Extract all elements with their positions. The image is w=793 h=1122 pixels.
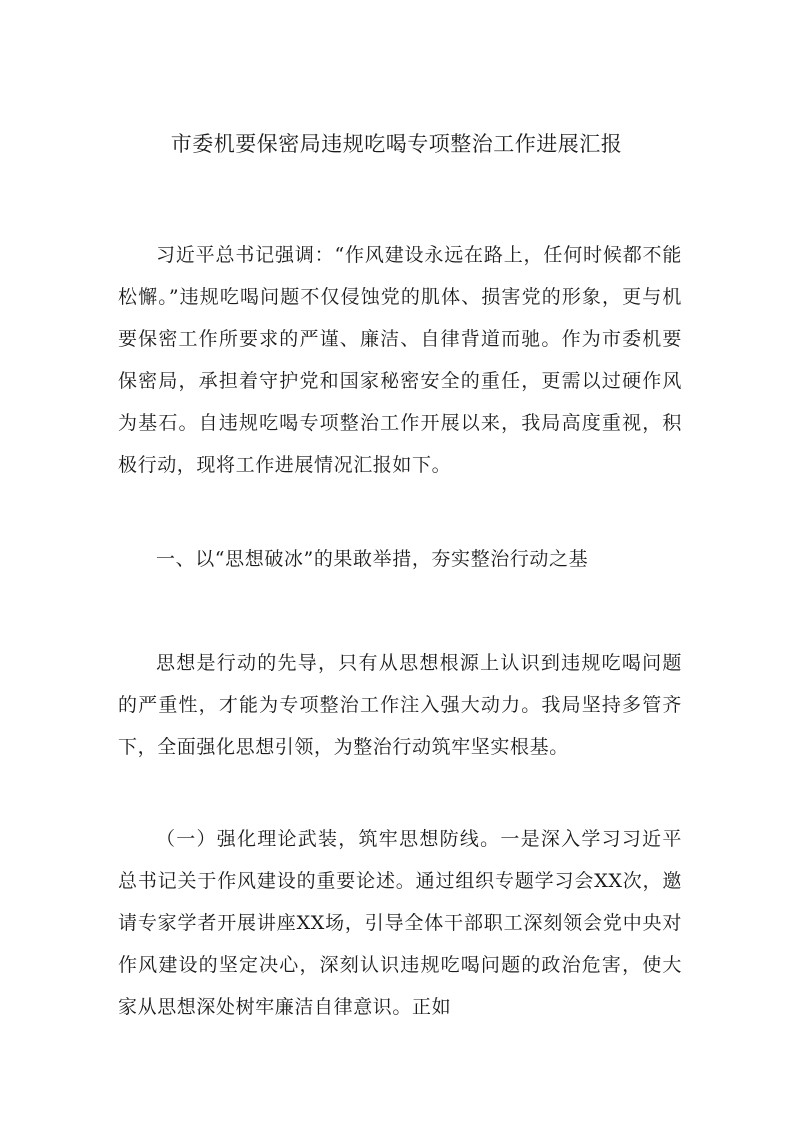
intro-paragraph: 习近平总书记强调：“作风建设永远在路上，任何时候都不能松懈。”违规吃喝问题不仅侵蚀党的肌体、损害党的形象，更与机要保密工作所要求的严谨、廉洁、自律背道而驰。作为市委机要保密局，承担着守护党和国家秘密安全的重任，更需以过硬作风为基石。自违规吃喝专项整治工作开展以来，我局高度重视，积极行动，现将工作进展情况汇报如下。 [118,244,682,476]
section-body-paragraph: 思想是行动的先导，只有从思想根源上认识到违规吃喝问题的严重性，才能为专项整治工作注入强大动力。我局坚持多管齐下，全面强化思想引领，为整治行动筑牢坚实根基。 [118,652,682,758]
document-title: 市委机要保密局违规吃喝专项整治工作进展汇报 [170,132,623,156]
section-heading: 一、以“思想破冰”的果敢举措，夯实整治行动之基 [156,548,589,570]
section-item-paragraph: （一）强化理论武装，筑牢思想防线。一是深入学习习近平总书记关于作风建设的重要论述。通过组织专题学习会XX次，邀请专家学者开展讲座XX场，引导全体干部职工深刻领会党中央对作风建设的坚定决心，深刻认识违规吃喝问题的政治危害，使大家从思想深处树牢廉洁自律意识。正如 [118,828,682,1018]
